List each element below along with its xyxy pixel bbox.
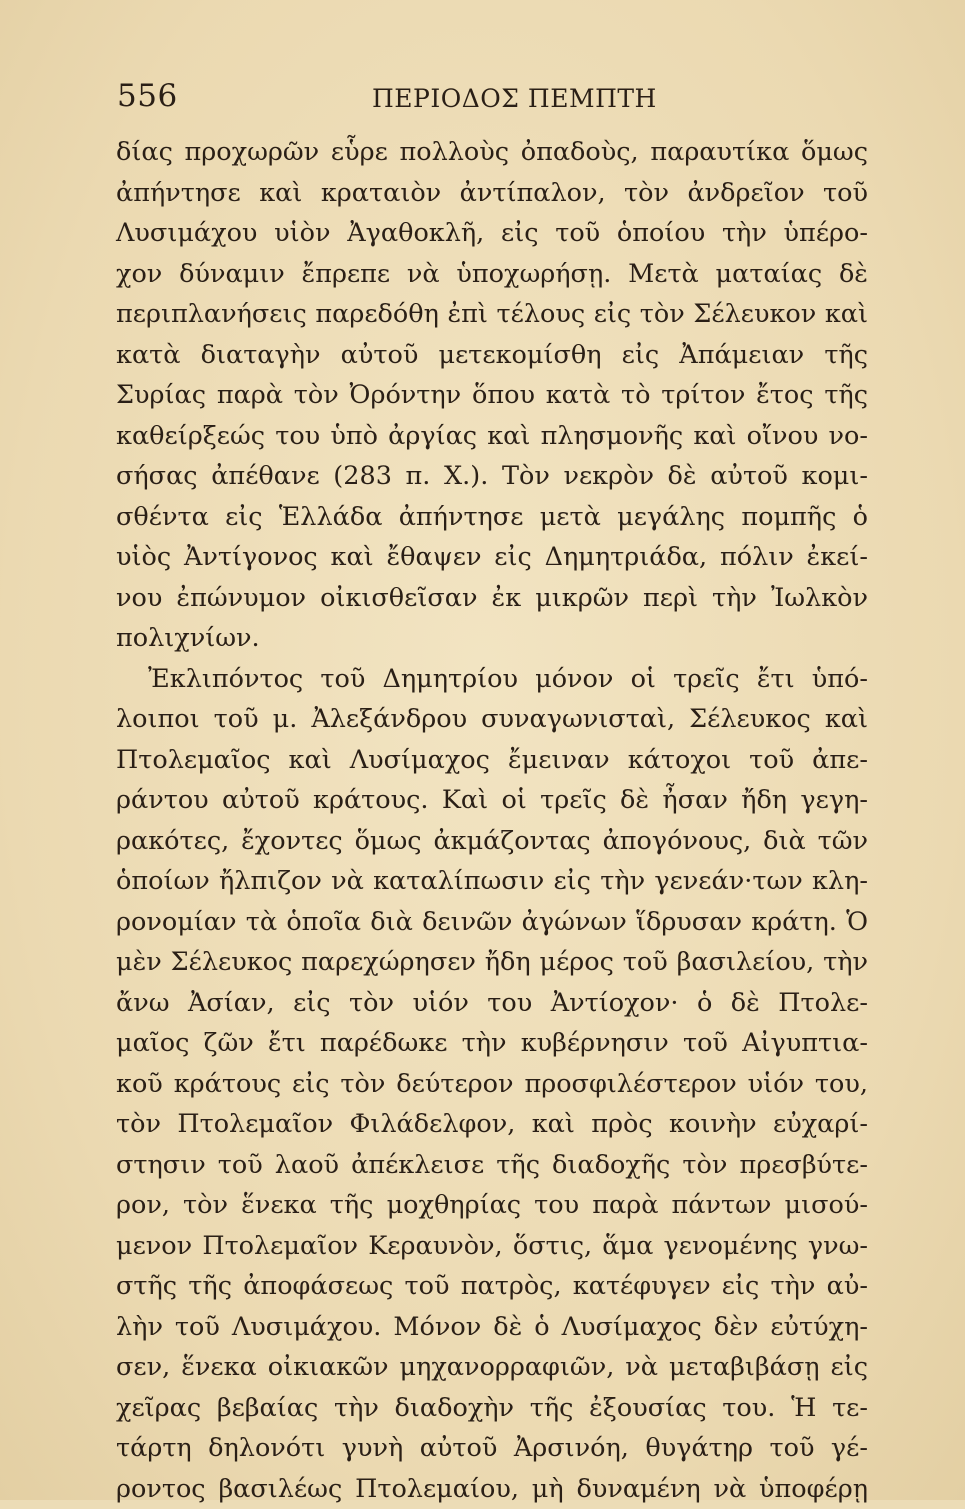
page-number: 556 [117, 78, 178, 114]
running-head: ΠΕΡΙΟΔΟΣ ΠΕΜΠΤΗ [372, 84, 657, 113]
text-line: Λυσιμάχου υἱὸν Ἀγαθοκλῆ, εἰς τοῦ ὁποίου τὴν ὑπέρο- [116, 213, 868, 254]
text-line: μαῖος ζῶν ἔτι παρέδωκε τὴν κυβέρνησιν τοῦ Αἰγυπτια- [116, 1023, 868, 1064]
text-line: περιπλανήσεις παρεδόθη ἐπὶ τέλους εἰς τὸν Σέλευκον καὶ [116, 294, 868, 335]
text-line: ἄνω Ἀσίαν, εἰς τὸν υἱόν του Ἀντίοχον· ὁ δὲ Πτολε- [116, 983, 868, 1024]
text-line: λὴν τοῦ Λυσιμάχου. Μόνον δὲ ὁ Λυσίμαχος δὲν εὐτύχη- [116, 1307, 868, 1348]
text-line: Συρίας παρὰ τὸν Ὀρόντην ὅπου κατὰ τὸ τρίτον ἔτος τῆς [116, 375, 868, 416]
text-line: σθέντα εἰς Ἑλλάδα ἀπήντησε μετὰ μεγάλης πομπῆς ὁ [116, 497, 868, 538]
text-line: ρακότες, ἔχοντες ὅμως ἀκμάζοντας ἀπογόνους, διὰ τῶν [116, 821, 868, 862]
text-line: ὁποίων ἤλπιζον νὰ καταλίπωσιν εἰς τὴν γενεάν·των κλη- [116, 861, 868, 902]
text-line: ρον, τὸν ἕνεκα τῆς μοχθηρίας του παρὰ πάντων μισού- [116, 1185, 868, 1226]
text-line: μενον Πτολεμαῖον Κεραυνὸν, ὅστις, ἅμα γενομένης γνω- [116, 1226, 868, 1267]
text-line: κατὰ διαταγὴν αὐτοῦ μετεκομίσθη εἰς Ἀπάμειαν τῆς [116, 335, 868, 376]
text-line: μὲν Σέλευκος παρεχώρησεν ἤδη μέρος τοῦ βασιλείου, τὴν [116, 942, 868, 983]
text-line: ροντος βασιλέως Πτολεμαίου, μὴ δυναμένη νὰ ὑποφέρῃ [116, 1469, 868, 1509]
body-text [116, 132, 868, 1509]
text-line: σεν, ἕνεκα οἰκιακῶν μηχανορραφιῶν, νὰ μεταβιβάσῃ εἰς [116, 1347, 868, 1388]
text-line: υἱὸς Ἀντίγονος καὶ ἔθαψεν εἰς Δημητριάδα, πόλιν ἐκεί- [116, 537, 868, 578]
text-line: πολιχνίων. [116, 618, 868, 659]
text-line: τάρτη δηλονότι γυνὴ αὐτοῦ Ἀρσινόη, θυγάτηρ τοῦ γέ- [116, 1428, 868, 1469]
text-line: χεῖρας βεβαίας τὴν διαδοχὴν τῆς ἐξουσίας του. Ἡ τε- [116, 1388, 868, 1429]
text-line: νου ἐπώνυμον οἰκισθεῖσαν ἐκ μικρῶν περὶ τὴν Ἰωλκὸν [116, 578, 868, 619]
text-line: σήσας ἀπέθανε (283 π. Χ.). Τὸν νεκρὸν δὲ αὐτοῦ κομι- [116, 456, 868, 497]
text-line: στησιν τοῦ λαοῦ ἀπέκλεισε τῆς διαδοχῆς τὸν πρεσβύτε- [116, 1145, 868, 1186]
text-line: στῆς τῆς ἀποφάσεως τοῦ πατρὸς, κατέφυγεν εἰς τὴν αὐ- [116, 1266, 868, 1307]
text-line: καθείρξεώς του ὑπὸ ἀργίας καὶ πλησμονῆς καὶ οἴνου νο- [116, 416, 868, 457]
text-line: δίας προχωρῶν εὗρε πολλοὺς ὀπαδοὺς, παραυτίκα ὅμως [116, 132, 868, 173]
text-line: κοῦ κράτους εἰς τὸν δεύτερον προσφιλέστερον υἱόν του, [116, 1064, 868, 1105]
text-line: Πτολεμαῖος καὶ Λυσίμαχος ἔμειναν κάτοχοι τοῦ ἀπε- [116, 740, 868, 781]
text-line: Ἐκλιπόντος τοῦ Δημητρίου μόνον οἱ τρεῖς ἔτι ὑπό- [116, 659, 868, 700]
text-line: λοιποι τοῦ μ. Ἀλεξάνδρου συναγωνισταὶ, Σέλευκος καὶ [116, 699, 868, 740]
text-line: ἀπήντησε καὶ κραταιὸν ἀντίπαλον, τὸν ἀνδρεῖον τοῦ [116, 173, 868, 214]
text-line: ράντου αὐτοῦ κράτους. Καὶ οἱ τρεῖς δὲ ἦσαν ἤδη γεγη- [116, 780, 868, 821]
text-line: τὸν Πτολεμαῖον Φιλάδελφον, καὶ πρὸς κοινὴν εὐχαρί- [116, 1104, 868, 1145]
text-line: χον δύναμιν ἔπρεπε νὰ ὑποχωρήσῃ. Μετὰ ματαίας δὲ [116, 254, 868, 295]
text-line: ρονομίαν τὰ ὁποῖα διὰ δεινῶν ἀγώνων ἵδρυσαν κράτη. Ὁ [116, 902, 868, 943]
